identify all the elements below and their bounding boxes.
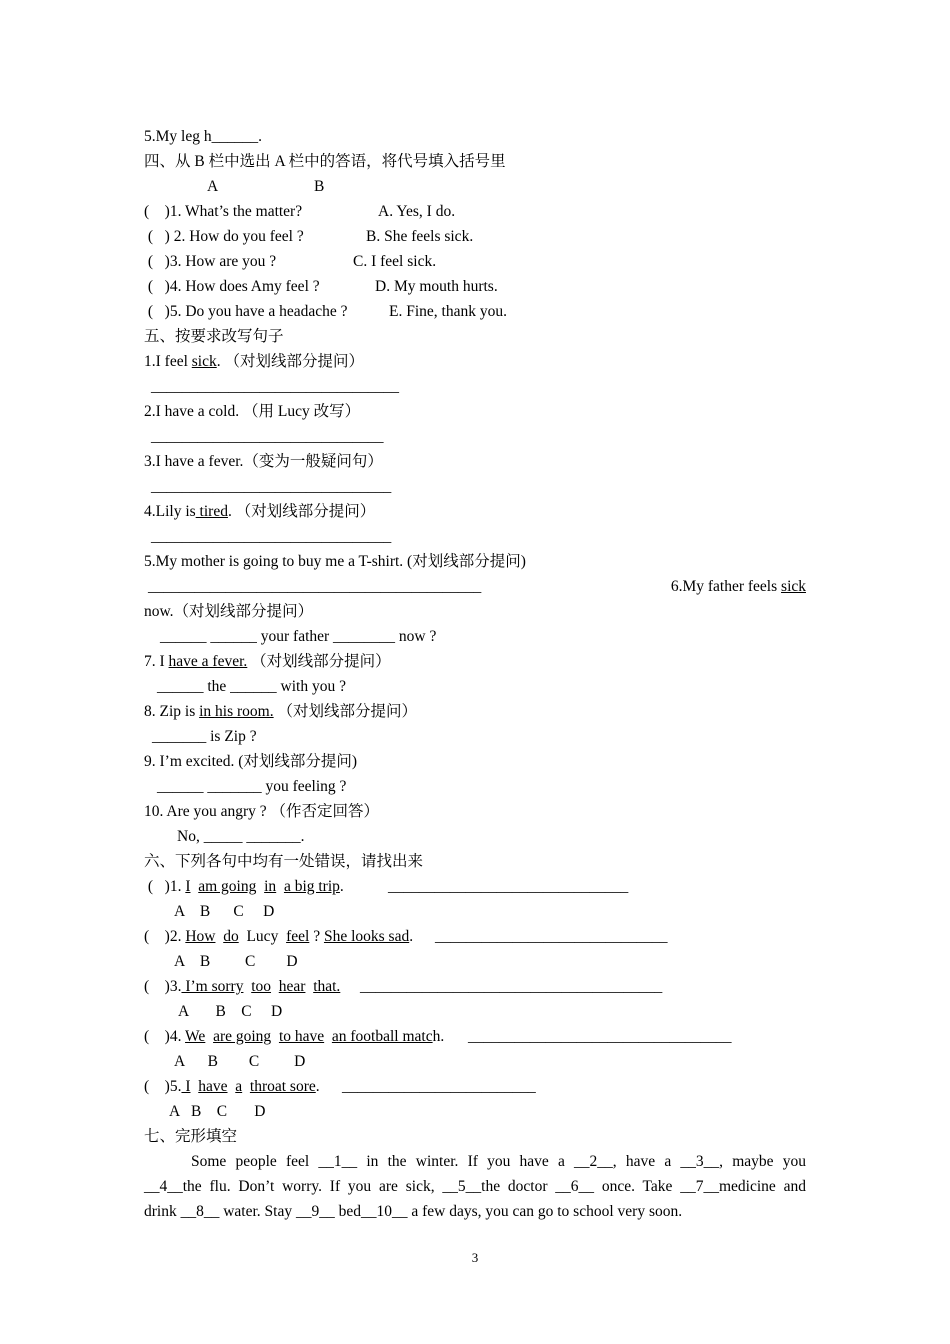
error-answer-blank-4[interactable]: __________________________________	[468, 1028, 732, 1045]
option-letters-4: A B C D	[174, 1053, 306, 1070]
prev-question-5: 5.My leg h______.	[144, 128, 262, 145]
rewrite-question-6-cont: now.（对划线部分提问）	[144, 603, 314, 620]
rewrite-question-7: 7. I have a fever. （对划线部分提问）	[144, 653, 391, 670]
answer-blank-5[interactable]: ___________________________________________	[148, 578, 482, 595]
match-question-1: ( )1. What’s the matter?	[144, 203, 303, 220]
column-a-label: A	[207, 178, 219, 195]
answer-blank-3[interactable]: _______________________________	[151, 478, 392, 495]
match-answer-b: B. She feels sick.	[366, 228, 474, 245]
option-letters-3: A B C D	[178, 1003, 283, 1020]
error-sentence-3: ( )3. I’m sorry too hear that.	[144, 978, 341, 995]
answer-line-6[interactable]: ______ ______ your father ________ now ?	[160, 628, 437, 645]
error-sentence-1: ( )1. I am going in a big trip.	[144, 878, 344, 895]
rewrite-question-9: 9. I’m excited. (对划线部分提问)	[144, 753, 358, 770]
rewrite-question-3: 3.I have a fever.（变为一般疑问句）	[144, 453, 383, 470]
rewrite-question-1: 1.I feel sick. （对划线部分提问）	[144, 353, 364, 370]
match-question-4: ( )4. How does Amy feel ?	[144, 278, 320, 295]
cloze-line-1: Some people feel __1__ in the winter. If you have a __2__, have a __3__, maybe you	[191, 1153, 806, 1170]
match-question-3: ( )3. How are you ?	[144, 253, 277, 270]
section-6-heading: 六、下列各句中均有一处错误，请找出来	[144, 853, 424, 870]
answer-line-9[interactable]: ______ _______ you feeling ?	[157, 778, 347, 795]
cloze-line-3: drink __8__ water. Stay __9__ bed__10__ a few days, you can go to school very soon.	[144, 1203, 683, 1220]
error-sentence-2: ( )2. How do Lucy feel ? She looks sad.	[144, 928, 414, 945]
match-answer-c: C. I feel sick.	[353, 253, 437, 270]
answer-line-8[interactable]: _______ is Zip ?	[152, 728, 257, 745]
error-sentence-5: ( )5. I have a throat sore.	[144, 1078, 320, 1095]
rewrite-question-5: 5.My mother is going to buy me a T-shirt. (对划线部分提问)	[144, 553, 526, 570]
error-answer-blank-2[interactable]: ______________________________	[435, 928, 668, 945]
rewrite-question-2: 2.I have a cold. （用 Lucy 改写）	[144, 403, 361, 420]
cloze-line-2: __4__the flu. Don’t worry. If you are sick, __5__the doctor __6__ once. Take __7__medicine and	[144, 1178, 806, 1195]
option-letters-1: A B C D	[174, 903, 275, 920]
error-answer-blank-5[interactable]: _________________________	[342, 1078, 536, 1095]
column-b-label: B	[314, 178, 325, 195]
option-letters-5: A B C D	[169, 1103, 266, 1120]
section-4-heading: 四、从 B 栏中选出 A 栏中的答语，将代号填入括号里	[144, 153, 506, 170]
section-5-heading: 五、按要求改写句子	[144, 328, 284, 345]
answer-blank-4[interactable]: _______________________________	[151, 528, 392, 545]
error-answer-blank-3[interactable]: _______________________________________	[360, 978, 663, 995]
page-number: 3	[471, 1250, 479, 1265]
rewrite-question-10: 10. Are you angry ? （作否定回答）	[144, 803, 380, 820]
rewrite-question-8: 8. Zip is in his room. （对划线部分提问）	[144, 703, 418, 720]
match-answer-e: E. Fine, thank you.	[389, 303, 507, 320]
error-answer-blank-1[interactable]: _______________________________	[388, 878, 629, 895]
rewrite-question-4: 4.Lily is tired. （对划线部分提问）	[144, 503, 376, 520]
match-answer-d: D. My mouth hurts.	[375, 278, 498, 295]
error-sentence-4: ( )4. We are going to have an football match.	[144, 1028, 445, 1045]
answer-line-10[interactable]: No, _____ _______.	[177, 828, 305, 845]
rewrite-question-6: 6.My father feels sick	[670, 578, 806, 595]
match-answer-a: A. Yes, I do.	[378, 203, 456, 220]
match-question-5: ( )5. Do you have a headache ?	[144, 303, 348, 320]
match-question-2: ( ) 2. How do you feel ?	[144, 228, 304, 245]
section-7-heading: 七、完形填空	[144, 1128, 238, 1145]
answer-line-7[interactable]: ______ the ______ with you ?	[157, 678, 346, 695]
option-letters-2: A B C D	[174, 953, 298, 970]
answer-blank-1[interactable]: ________________________________	[151, 378, 399, 395]
answer-blank-2[interactable]: ______________________________	[151, 428, 384, 445]
